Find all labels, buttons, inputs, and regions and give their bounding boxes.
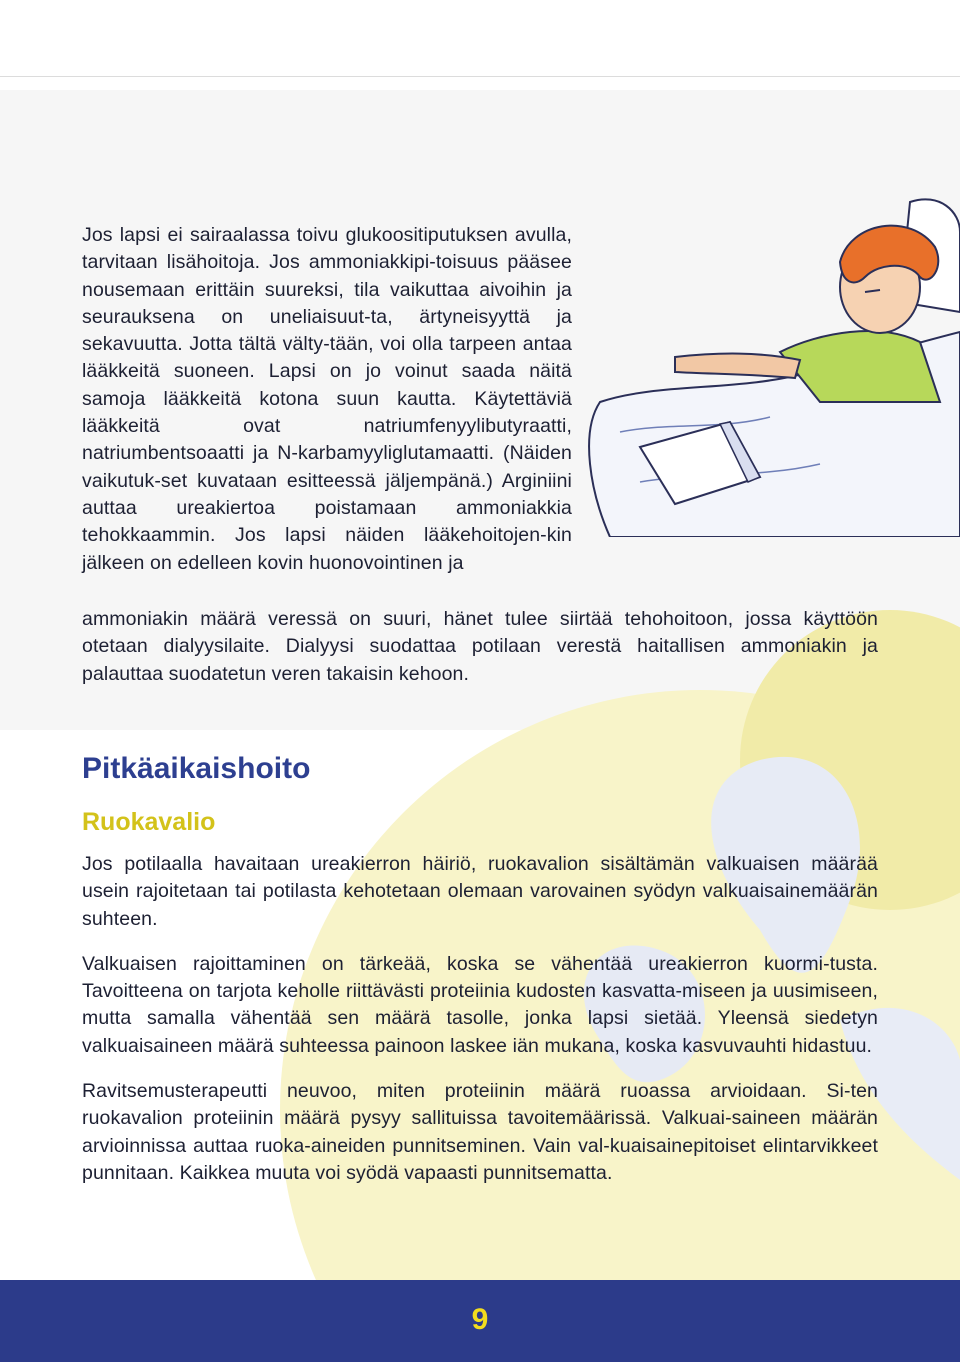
intro-text-continued: ammoniakin määrä veressä on suuri, hänet tulee siirtää tehohoitoon, jossa käyttöön otetaan dialyysilaite. Dialyysi suodattaa potilaan verestä haitallisen ammoniakin ja palauttaa suodatetun veren takaisin kehoon. [82, 608, 878, 685]
intro-paragraph-narrow [82, 222, 572, 577]
intro-paragraph-wide [82, 606, 878, 688]
page-number: 9 [471, 1303, 489, 1336]
body-paragraph: Jos potilaalla havaitaan ureakierron häiriö, ruokavalion sisältämän valkuaisen määrää usein rajoitetaan tai potilasta kehotetaan olemaan varovainen syödyn valkuaisainemäärän suhteen. [82, 853, 878, 930]
sick-child-in-bed-illustration [580, 192, 960, 537]
body-paragraph: Valkuaisen rajoittaminen on tärkeää, koska se vähentää ureakierron kuormi-tusta. Tavoitteena on tarjota keholle riittävästi proteiinia kudosten kasvatta-miseen ja uusimiseen, mutta samalla vähentää sen määrä tasolle, jonka lapsi sietää. Yleensä siedetyn valkuaisaineen määrä suhteessa painoon laskee iän mukana, koska kasvuvauhti hidastuu. [82, 952, 878, 1057]
body-paragraph: Ravitsemusterapeutti neuvoo, miten proteiinin määrä ruoassa arvioidaan. Si-ten ruokavalion proteiinin määrä pysyy sallituissa tavoitemäärissä. Valkuai-saineen määrän arvioinnissa auttaa ruoka-aineiden punnitseminen. Vain val-kuaisainepitoiset elintarvikkeet punnitaan. Kaikkea muuta voi syödä vapaasti punnitsematta. [82, 1080, 878, 1184]
section-subheading: Ruokavalio [82, 808, 216, 836]
section-heading: Pitkäaikaishoito [82, 752, 311, 785]
section-body [82, 851, 878, 1205]
intro-text: Jos lapsi ei sairaalassa toivu glukoositiputuksen avulla, tarvitaan lisähoitoja. Jos ammoniakkipi-toisuus pääsee nousemaan erittäin suureksi, tila vaikuttaa aivoihin ja seurauksena on uneliaisuut-ta, ärtyneisyyttä ja sekavuutta. Jotta tältä välty-tään, voi olla tarpeen antaa lääkkeitä suoneen. Lapsi on jo voinut saada näitä samoja lääkkeitä kotona suun kautta. Käytettäviä lääkkeitä ovat natriumfenyylibutyraatti, natriumbentsoaatti ja N-karbamyyliglutamaatti. (Näiden vaikutuk-set kuvataan esitteessä jäljempänä.) Arginiini auttaa ureakiertoa poistamaan ammoniakkia tehokkaammin. Jos lapsi näiden lääkehoitojen-kin jälkeen on edelleen kovin huonovointinen ja [82, 224, 572, 574]
